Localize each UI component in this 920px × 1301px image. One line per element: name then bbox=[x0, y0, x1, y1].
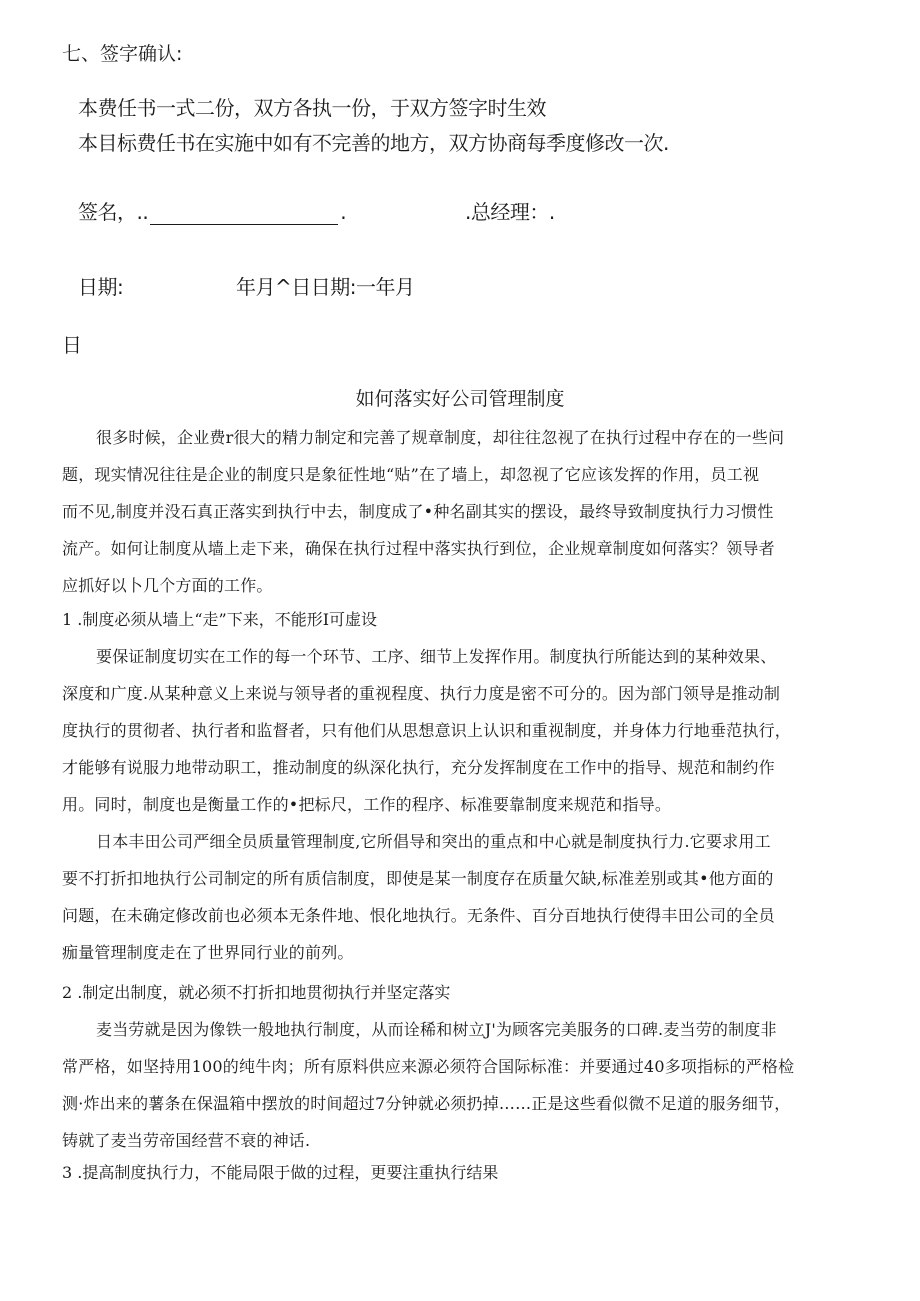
paragraph-line: 才能够有说服力地带动职工，推动制度的纵深化执行，充分发挥制度在工作中的指导、规范和制约作 bbox=[62, 758, 775, 777]
signature-blank-line bbox=[150, 204, 338, 225]
general-manager-label: .总经理：. bbox=[465, 200, 555, 224]
paragraph-line: 要保证制度切实在工作的每一个环节、工序、细节上发挥作用。制度执行所能达到的某种效果、 bbox=[96, 647, 777, 666]
paragraph-line: 用。同时，制度也是衡量工作的•把标尺，工作的程序、标准要靠制度来规范和指导。 bbox=[62, 795, 672, 814]
date-fields: 年月^日日期:一年月 bbox=[236, 275, 415, 299]
responsibility-line-1: 本费任书一式二份，双方各执一份，于双方签字时生效 bbox=[78, 96, 546, 120]
article-title: 如何落实好公司管理制度 bbox=[355, 388, 565, 410]
intro-line: 很多时候，企业费r很大的精力制定和完善了规章制度，却往往忽视了在执行过程中存在的一些问 bbox=[96, 428, 785, 447]
paragraph-line: 度执行的贯彻者、执行者和监督者，只有他们从思想意识上认识和重视制度，并身体力行地垂范执行， bbox=[62, 721, 792, 740]
signature-row bbox=[78, 196, 346, 225]
paragraph-line: 日本丰田公司严细全员质量管理制度,它所倡导和突出的重点和中心就是制度执行力.它要求用工 bbox=[96, 832, 771, 851]
section-2-title: 2 .制定出制度，就必须不打折扣地贯彻执行并坚定落实 bbox=[62, 983, 451, 1002]
intro-line: 流产。如何让制度从墙上走下来，确保在执行过程中落实执行到位，企业规章制度如何落实？领导者 bbox=[62, 539, 775, 558]
paragraph-line: 铸就了麦当劳帝国经营不衰的神话. bbox=[62, 1131, 311, 1150]
paragraph-line: 深度和广度.从某种意义上来说与领导者的重视程度、执行力度是密不可分的。因为部门领导是推动制 bbox=[62, 684, 781, 703]
paragraph-line: 问题，在未确定修改前也必须本无条件地、恨化地执行。无条件、百分百地执行使得丰田公司的全员 bbox=[62, 906, 775, 925]
date-wrap-day: 日 bbox=[62, 333, 82, 357]
intro-line: 题，现实情况往往是企业的制度只是象征性地“贴”在了墙上，却忽视了它应该发挥的作用，员工视 bbox=[62, 465, 760, 484]
signature-label: 签名，.. bbox=[78, 200, 149, 224]
responsibility-line-2: 本目标费任书在实施中如有不完善的地方，双方协商每季度修改一次. bbox=[78, 131, 669, 155]
section-seven-heading: 七、签字确认: bbox=[62, 43, 183, 65]
signature-trailing-dot: . bbox=[340, 200, 347, 224]
paragraph-line: 常严格，如坚持用100的纯牛肉；所有原料供应来源必须符合国际标准：并要通过40多项指标的严格检 bbox=[62, 1057, 795, 1076]
section-1-title: 1 .制度必须从墙上“走”下来，不能形I可虚设 bbox=[62, 610, 378, 629]
date-label: 日期: bbox=[78, 275, 124, 299]
paragraph-line: 要不打折扣地执行公司制定的所有质信制度，即使是某一制度存在质量欠缺,标准差别或其•他方面的 bbox=[62, 869, 774, 888]
paragraph-line: 麦当劳就是因为像铁一般地执行制度，从而诠稀和树立J'为顾客完美服务的口碑.麦当劳的制度非 bbox=[96, 1020, 777, 1039]
intro-line: 应抓好以卜几个方面的工作。 bbox=[62, 576, 273, 595]
section-3-title: 3 .提高制度执行力，不能局限于做的过程，更要注重执行结果 bbox=[62, 1163, 499, 1182]
paragraph-line: 测·炸出来的薯条在保温箱中摆放的时间超过7分钟就必须扔掉……正是这些看似微不足道的服务细节， bbox=[62, 1094, 791, 1113]
intro-line: 而不见,制度并没石真正落实到执行中去，制度成了•种名副其实的摆设，最终导致制度执行力习惯性 bbox=[62, 502, 774, 521]
paragraph-line: 痂量管理制度走在了世界同行业的前列。 bbox=[62, 943, 354, 962]
